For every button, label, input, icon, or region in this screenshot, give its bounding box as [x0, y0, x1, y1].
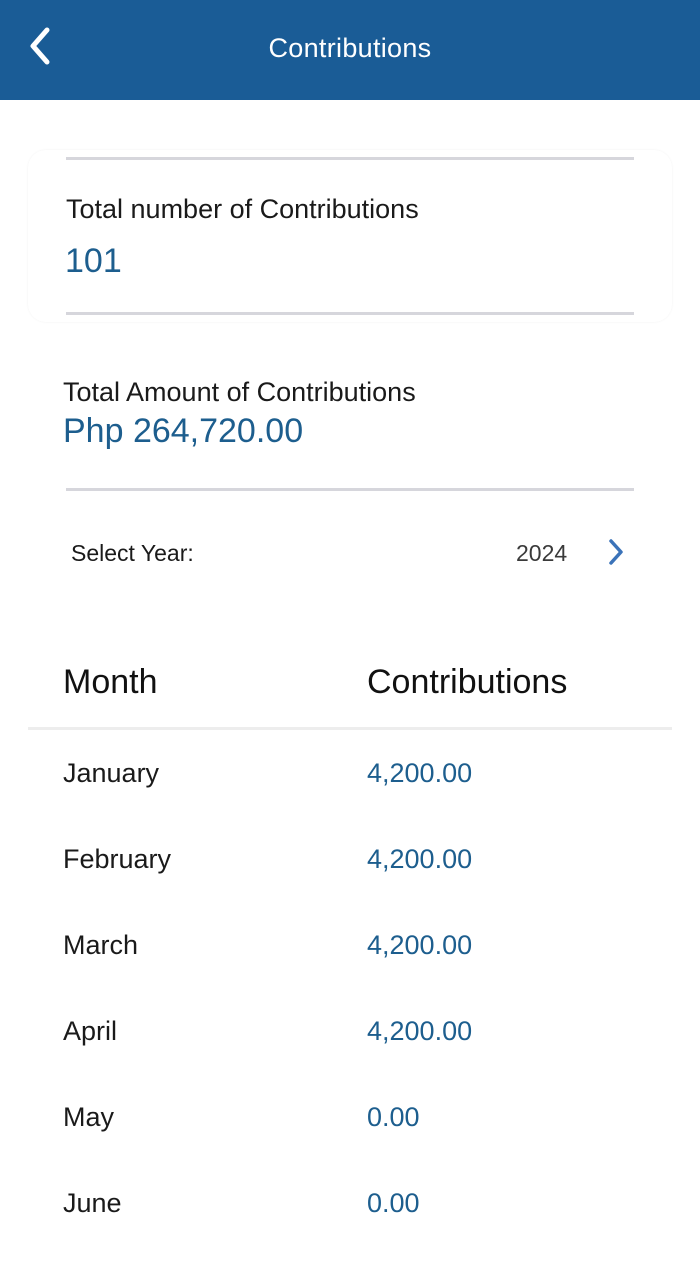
contribution-count-card	[28, 150, 672, 322]
total-count-label: Total number of Contributions	[66, 194, 419, 224]
month-cell: March	[63, 930, 139, 960]
table-row	[0, 1102, 700, 1188]
amount-cell: 0.00	[367, 1188, 420, 1218]
selected-year[interactable]: 2024	[516, 540, 568, 566]
month-cell: June	[63, 1188, 122, 1218]
year-next-button[interactable]	[600, 538, 632, 570]
table-row	[0, 930, 700, 1016]
divider	[66, 312, 634, 315]
back-button[interactable]	[18, 24, 62, 72]
amount-cell: 0.00	[367, 1102, 420, 1132]
amount-cell: 4,200.00	[367, 930, 473, 960]
month-column-header: Month	[63, 663, 158, 701]
chevron-left-icon	[27, 26, 53, 71]
contribution-amount-card	[28, 325, 672, 495]
total-count-value: 101	[65, 242, 122, 280]
table-row	[0, 758, 700, 844]
table-row	[0, 844, 700, 930]
month-cell: May	[63, 1102, 115, 1132]
total-amount-label: Total Amount of Contributions	[63, 377, 416, 407]
total-amount-value: Php 264,720.00	[63, 412, 304, 450]
divider	[66, 157, 634, 160]
table-row	[0, 1016, 700, 1102]
chevron-right-icon	[606, 537, 626, 572]
month-cell: January	[63, 758, 160, 788]
table-row	[0, 1188, 700, 1274]
amount-cell: 4,200.00	[367, 758, 473, 788]
select-year-label: Select Year:	[71, 540, 194, 566]
contributions-column-header: Contributions	[367, 663, 568, 701]
month-cell: February	[63, 844, 172, 874]
divider	[66, 488, 634, 491]
app-bar	[0, 0, 700, 100]
month-cell: April	[63, 1016, 118, 1046]
amount-cell: 4,200.00	[367, 844, 473, 874]
page-title: Contributions	[268, 33, 432, 63]
table-header-divider	[28, 727, 672, 730]
amount-cell: 4,200.00	[367, 1016, 473, 1046]
